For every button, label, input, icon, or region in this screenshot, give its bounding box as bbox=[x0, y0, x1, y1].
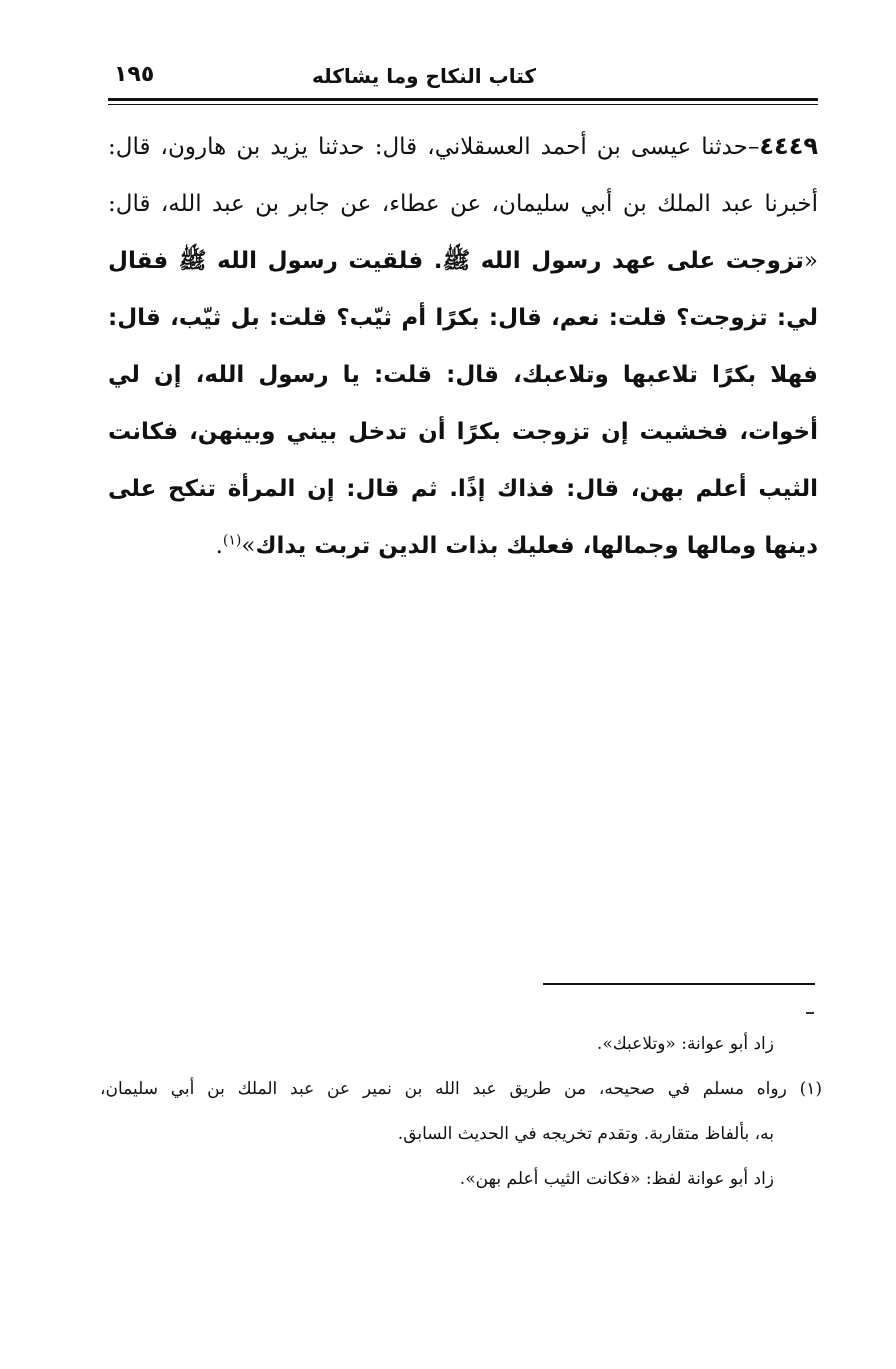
footnote-separator bbox=[543, 983, 815, 985]
quote-open: « bbox=[803, 248, 818, 274]
footnote-1-line-1: (١) رواه مسلم في صحيحه، من طريق عبد الله بن نمير عن عبد الملك بن أبي سليمان، bbox=[100, 1079, 822, 1099]
footnote-1-line-2: به، بألفاظ متقاربة. وتقدم تخريجه في الحديث السابق. bbox=[397, 1124, 774, 1144]
header-rule-thin bbox=[108, 104, 818, 105]
quote-close: » bbox=[241, 533, 256, 559]
running-head bbox=[108, 62, 818, 96]
footnote-1-line-3: زاد أبو عوانة لفظ: «فكانت الثيب أعلم بهن». bbox=[459, 1169, 774, 1189]
sentence-end: . bbox=[215, 533, 223, 559]
hadith-number: ٤٤٤٩ bbox=[759, 132, 818, 160]
header-rule-thick bbox=[108, 98, 818, 101]
footnote-reference: (١) bbox=[222, 532, 242, 549]
hadith-isnad: –حدثنا عيسى بن أحمد العسقلاني، قال: حدثنا يزيد بن هارون، قال: أخبرنا عبد الملك بن أبي سليمان، عن عطاء، عن جابر بن عبد الله، قال: bbox=[108, 134, 818, 217]
chapter-title: كتاب النكاح وما يشاكله bbox=[312, 64, 536, 88]
footnotes bbox=[100, 1022, 822, 1202]
footnote-variant-a: زاد أبو عوانة: «وتلاعبك». bbox=[596, 1034, 774, 1054]
hadith-text bbox=[108, 118, 818, 575]
dash-mark bbox=[806, 1012, 814, 1014]
hadith-matn: تزوجت على عهد رسول الله ﷺ. فلقيت رسول الله ﷺ فقال لي: تزوجت؟ قلت: نعم، قال: بكرًا أم ثيّب؟ قلت: بل ثيّب، قال: فهلا بكرًا تلاعبها وتلاعبك، قال: قلت: يا رسول الله، إن لي أخوات، فخشيت إن تزوجت بكرًا أن تدخل بيني وبينهن، فكانت الثيب أعلم بهن، قال: فذاك إذًا. ثم قال: إن المرأة تنكح على دينها ومالها وجمالها، فعليك بذات الدين تربت يداك bbox=[108, 248, 818, 559]
page-number: ١٩٥ bbox=[114, 62, 155, 87]
